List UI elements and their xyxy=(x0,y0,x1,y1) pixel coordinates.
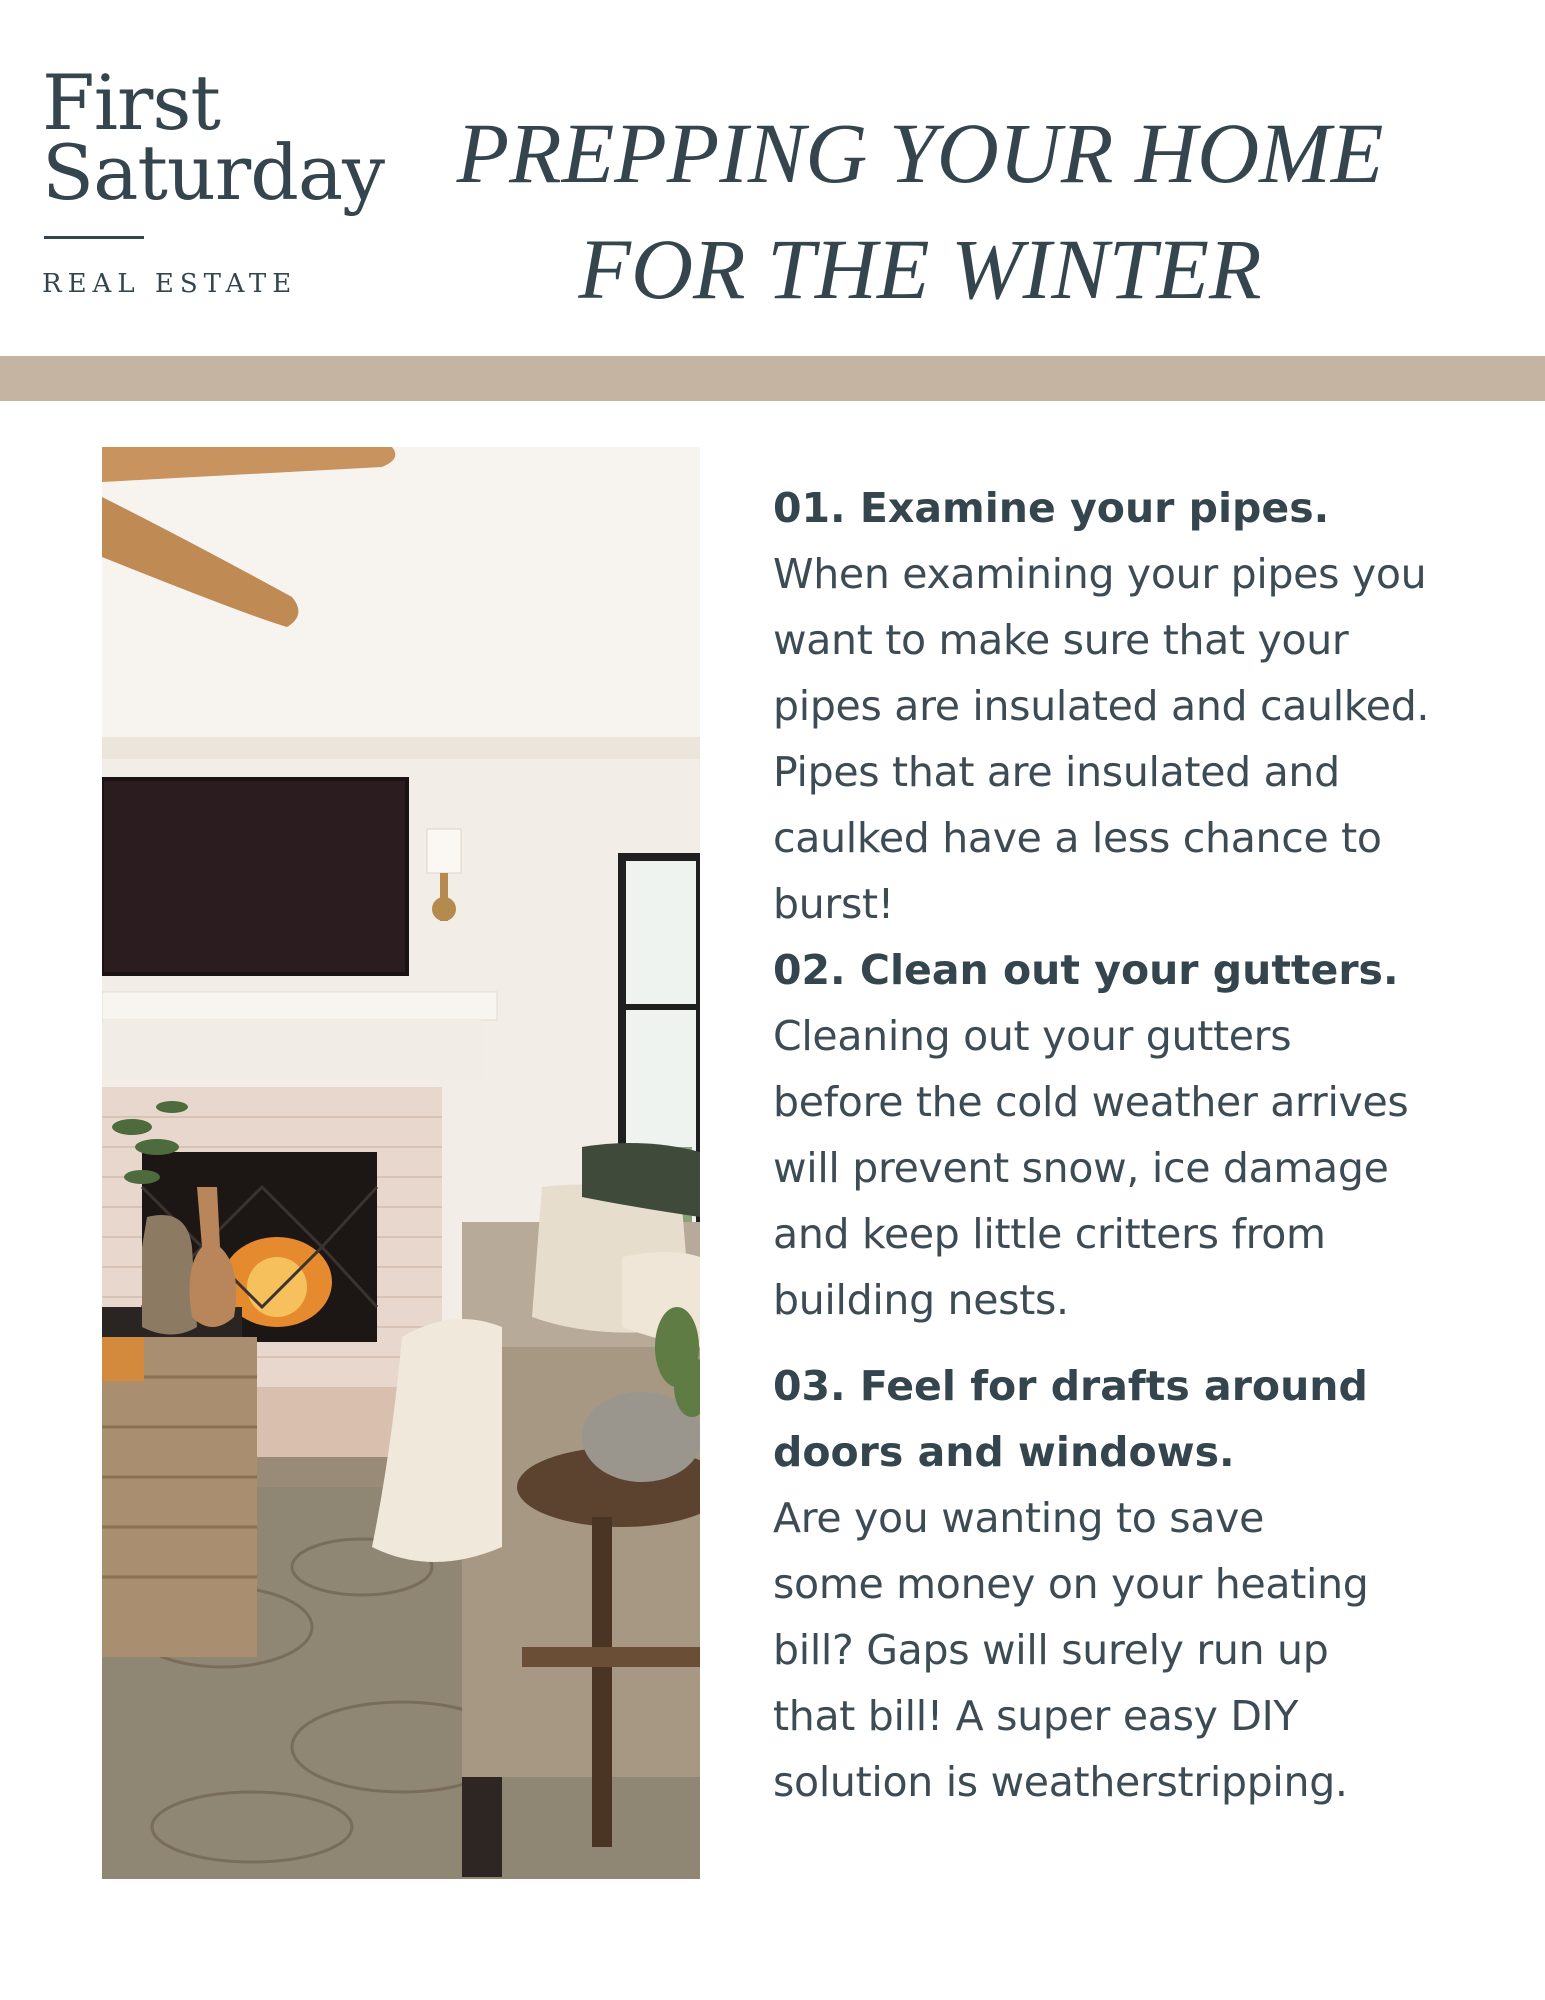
tip-drafts xyxy=(773,1353,1513,1815)
tip-body-line: When examining your pipes you xyxy=(773,550,1427,598)
tip-heading: doors and windows. xyxy=(773,1428,1235,1476)
tip-gutters xyxy=(773,937,1513,1333)
tip-body-line: Pipes that are insulated and xyxy=(773,748,1340,796)
tip-body-line: bill? Gaps will surely run up xyxy=(773,1626,1329,1674)
brand-logo xyxy=(42,58,385,299)
tip-body-line: that bill! A super easy DIY xyxy=(773,1692,1299,1740)
tip-body-line: Cleaning out your gutters xyxy=(773,1012,1292,1060)
page-title xyxy=(420,95,1420,327)
tip-body-line: solution is weatherstripping. xyxy=(773,1758,1348,1806)
living-room-photo xyxy=(102,447,700,1879)
tip-heading: 03. Feel for drafts around xyxy=(773,1362,1368,1410)
tip-heading: 02. Clean out your gutters. xyxy=(773,946,1399,994)
tip-body-line: Are you wanting to save xyxy=(773,1494,1265,1542)
tip-heading: 01. Examine your pipes. xyxy=(773,484,1330,532)
brand-name-line1: First xyxy=(42,58,220,147)
brand-subtitle: REAL ESTATE xyxy=(42,269,298,299)
tips-list xyxy=(773,475,1513,1815)
tip-body-line: some money on your heating xyxy=(773,1560,1369,1608)
brand-name-line2: Saturday xyxy=(42,128,385,217)
tip-body-line: will prevent snow, ice damage xyxy=(773,1144,1389,1192)
tip-body-line: caulked have a less chance to xyxy=(773,814,1382,862)
tip-body-line: want to make sure that your xyxy=(773,616,1349,664)
header-divider-band xyxy=(0,356,1545,401)
page-title-line1: PREPPING YOUR HOME xyxy=(456,105,1384,201)
tip-body-line: before the cold weather arrives xyxy=(773,1078,1409,1126)
page-title-line2: FOR THE WINTER xyxy=(578,221,1262,317)
tip-body-line: building nests. xyxy=(773,1276,1069,1324)
tip-body-line: and keep little critters from xyxy=(773,1210,1326,1258)
brand-divider xyxy=(44,236,144,239)
tip-body-line: pipes are insulated and caulked. xyxy=(773,682,1430,730)
tip-body-line: burst! xyxy=(773,880,894,928)
tip-pipes xyxy=(773,475,1513,937)
